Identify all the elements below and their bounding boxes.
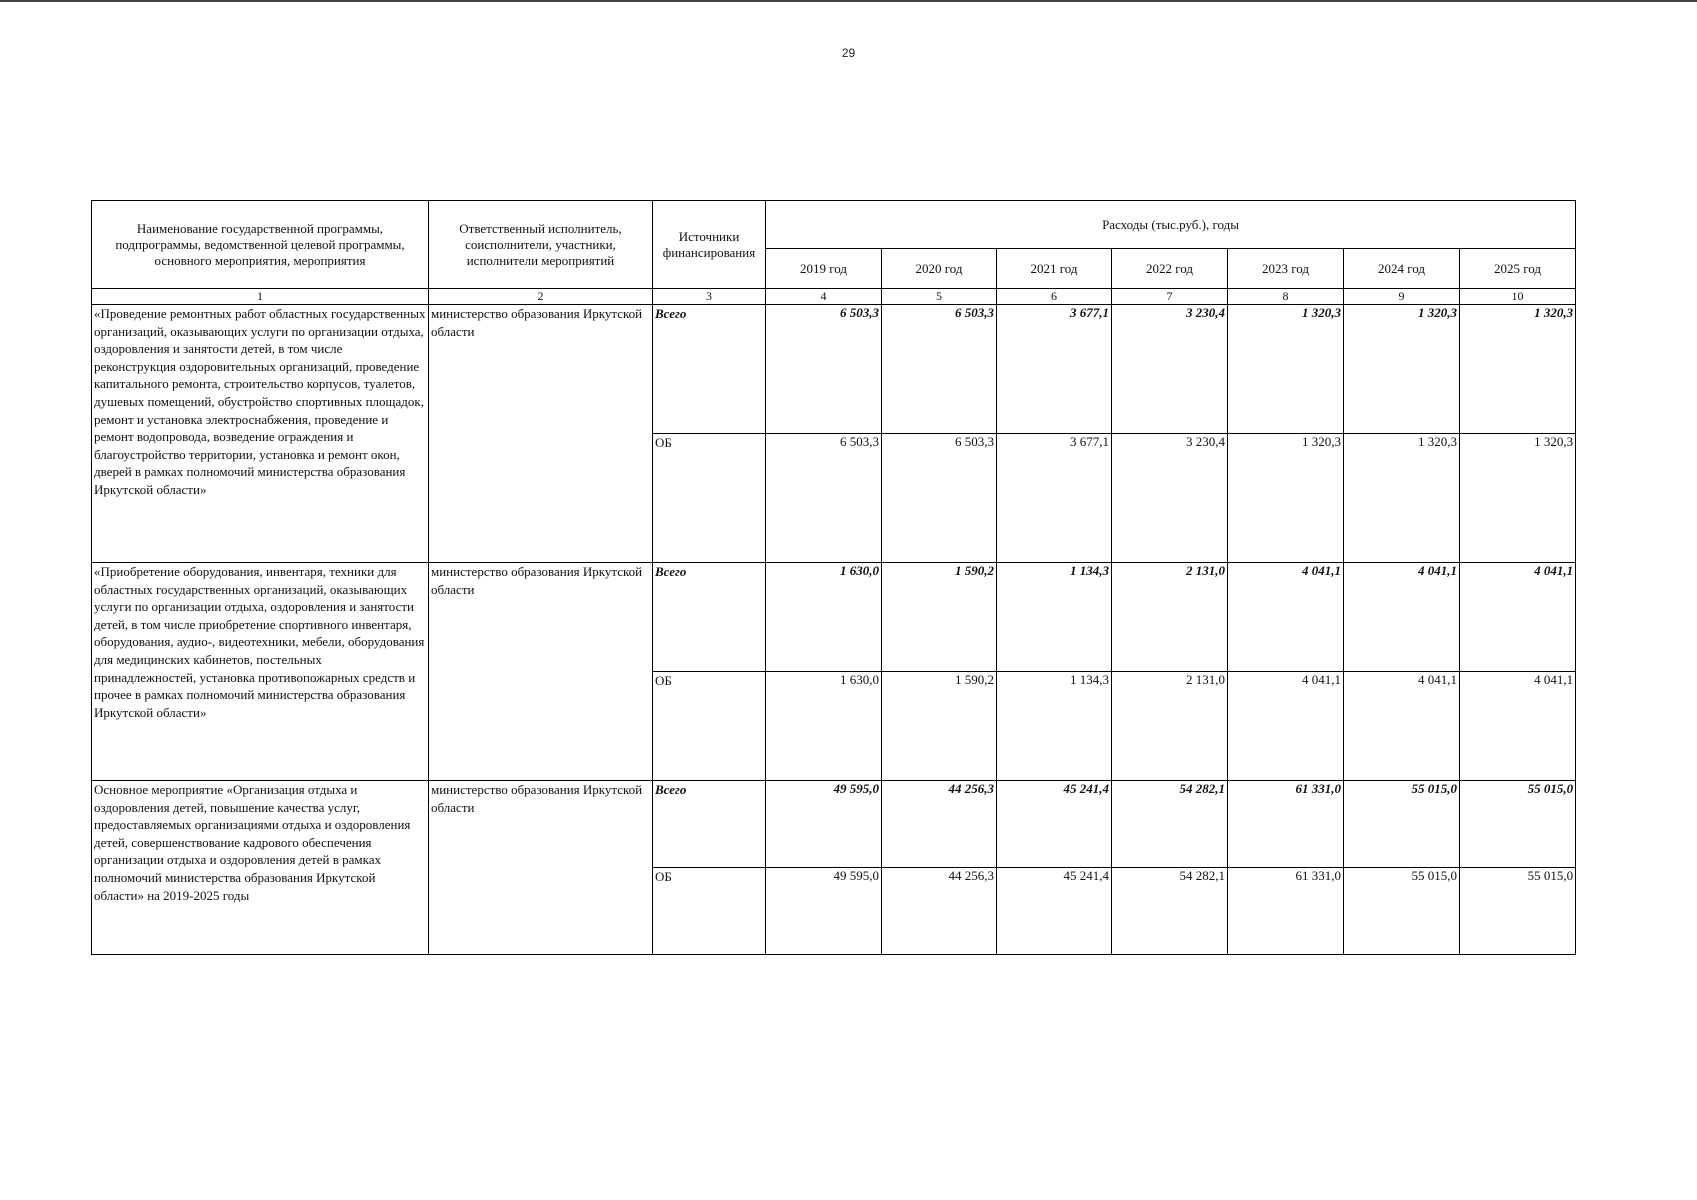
amount-cell: 6 503,3 (766, 434, 882, 563)
amount-cell: 4 041,1 (1460, 672, 1576, 781)
amount-cell: 1 630,0 (766, 672, 882, 781)
column-index: 1 (92, 289, 429, 305)
amount-cell: 1 590,2 (882, 672, 997, 781)
column-index: 4 (766, 289, 882, 305)
amount-cell: 2 131,0 (1112, 563, 1228, 672)
amount-cell: 61 331,0 (1228, 781, 1344, 868)
activity-executor: министерство образования Иркутской области (429, 563, 653, 781)
header-year: 2021 год (997, 249, 1112, 289)
amount-cell: 54 282,1 (1112, 868, 1228, 955)
amount-cell: 55 015,0 (1460, 868, 1576, 955)
table-row (92, 781, 1576, 868)
amount-cell: 55 015,0 (1344, 781, 1460, 868)
amount-cell: 1 320,3 (1344, 305, 1460, 434)
funding-source-total: Всего (653, 305, 766, 434)
amount-cell: 1 320,3 (1228, 434, 1344, 563)
header-executor: Ответственный исполнитель, соисполнители, участники, исполнители мероприятий (429, 201, 653, 289)
column-index: 6 (997, 289, 1112, 305)
activity-name: «Приобретение оборудования, инвентаря, техники для областных государственных организаций, оказывающих услуги по организации отдыха, оздоровления и занятости детей, в том числе приобретение спортивного инвентаря, оборудования, аудио-, видеотехники, мебели, оборудования для медицинских кабинетов, постельных принадлежностей, установка противопожарных средств и прочее в рамках полномочий министерства образования Иркутской области» (92, 563, 429, 781)
column-index: 3 (653, 289, 766, 305)
amount-cell: 45 241,4 (997, 868, 1112, 955)
amount-cell: 2 131,0 (1112, 672, 1228, 781)
amount-cell: 49 595,0 (766, 781, 882, 868)
column-index: 2 (429, 289, 653, 305)
amount-cell: 1 320,3 (1460, 434, 1576, 563)
amount-cell: 1 320,3 (1228, 305, 1344, 434)
funding-source-ob: ОБ (653, 868, 766, 955)
amount-cell: 1 134,3 (997, 563, 1112, 672)
amount-cell: 6 503,3 (882, 434, 997, 563)
amount-cell: 3 230,4 (1112, 305, 1228, 434)
header-year: 2023 год (1228, 249, 1344, 289)
amount-cell: 6 503,3 (882, 305, 997, 434)
funding-source-ob: ОБ (653, 434, 766, 563)
header-year: 2022 год (1112, 249, 1228, 289)
amount-cell: 1 320,3 (1460, 305, 1576, 434)
amount-cell: 4 041,1 (1344, 563, 1460, 672)
amount-cell: 3 230,4 (1112, 434, 1228, 563)
amount-cell: 1 630,0 (766, 563, 882, 672)
activity-name: «Проведение ремонтных работ областных государственных организаций, оказывающих услуги по организации отдыха, оздоровления и занятости детей, в том числе реконструкция оздоровительных организаций, проведение капитального ремонта, строительство корпусов, туалетов, душевых помещений, обустройство спортивных площадок, ремонт и установка электроснабжения, проведение и ремонт водопровода, возведение ограждения и благоустройство территории, установка и ремонт окон, дверей в рамках полномочий министерства образования Иркутской области» (92, 305, 429, 563)
header-year: 2020 год (882, 249, 997, 289)
amount-cell: 3 677,1 (997, 434, 1112, 563)
column-index: 7 (1112, 289, 1228, 305)
column-index: 10 (1460, 289, 1576, 305)
header-year: 2024 год (1344, 249, 1460, 289)
funding-source-total: Всего (653, 563, 766, 672)
header-expenses: Расходы (тыс.руб.), годы (766, 201, 1576, 249)
amount-cell: 44 256,3 (882, 781, 997, 868)
amount-cell: 4 041,1 (1228, 563, 1344, 672)
header-program-name: Наименование государственной программы, подпрограммы, ведомственной целевой программы, основного мероприятия, мероприятия (92, 201, 429, 289)
column-index-row (92, 289, 1576, 305)
budget-table (91, 200, 1576, 955)
amount-cell: 49 595,0 (766, 868, 882, 955)
activity-name: Основное мероприятие «Организация отдыха и оздоровления детей, повышение качества услуг, предоставляемых организациями отдыха и оздоровления детей, совершенствование кадрового обеспечения организации отдыха и оздоровления детей в рамках полномочий министерства образования Иркутской области» на 2019-2025 годы (92, 781, 429, 955)
activity-executor: министерство образования Иркутской области (429, 305, 653, 563)
column-index: 8 (1228, 289, 1344, 305)
amount-cell: 61 331,0 (1228, 868, 1344, 955)
amount-cell: 4 041,1 (1460, 563, 1576, 672)
amount-cell: 45 241,4 (997, 781, 1112, 868)
funding-source-total: Всего (653, 781, 766, 868)
header-year: 2025 год (1460, 249, 1576, 289)
amount-cell: 55 015,0 (1460, 781, 1576, 868)
header-funding-source: Источники финансирования (653, 201, 766, 289)
amount-cell: 55 015,0 (1344, 868, 1460, 955)
table-row (92, 305, 1576, 434)
amount-cell: 4 041,1 (1228, 672, 1344, 781)
page-number: 29 (841, 46, 856, 60)
header-year: 2019 год (766, 249, 882, 289)
amount-cell: 54 282,1 (1112, 781, 1228, 868)
activity-executor: министерство образования Иркутской области (429, 781, 653, 955)
column-index: 5 (882, 289, 997, 305)
amount-cell: 3 677,1 (997, 305, 1112, 434)
amount-cell: 1 320,3 (1344, 434, 1460, 563)
amount-cell: 1 590,2 (882, 563, 997, 672)
amount-cell: 1 134,3 (997, 672, 1112, 781)
column-index: 9 (1344, 289, 1460, 305)
amount-cell: 6 503,3 (766, 305, 882, 434)
amount-cell: 4 041,1 (1344, 672, 1460, 781)
table-row (92, 563, 1576, 672)
page-top-edge (0, 0, 1697, 2)
amount-cell: 44 256,3 (882, 868, 997, 955)
funding-source-ob: ОБ (653, 672, 766, 781)
